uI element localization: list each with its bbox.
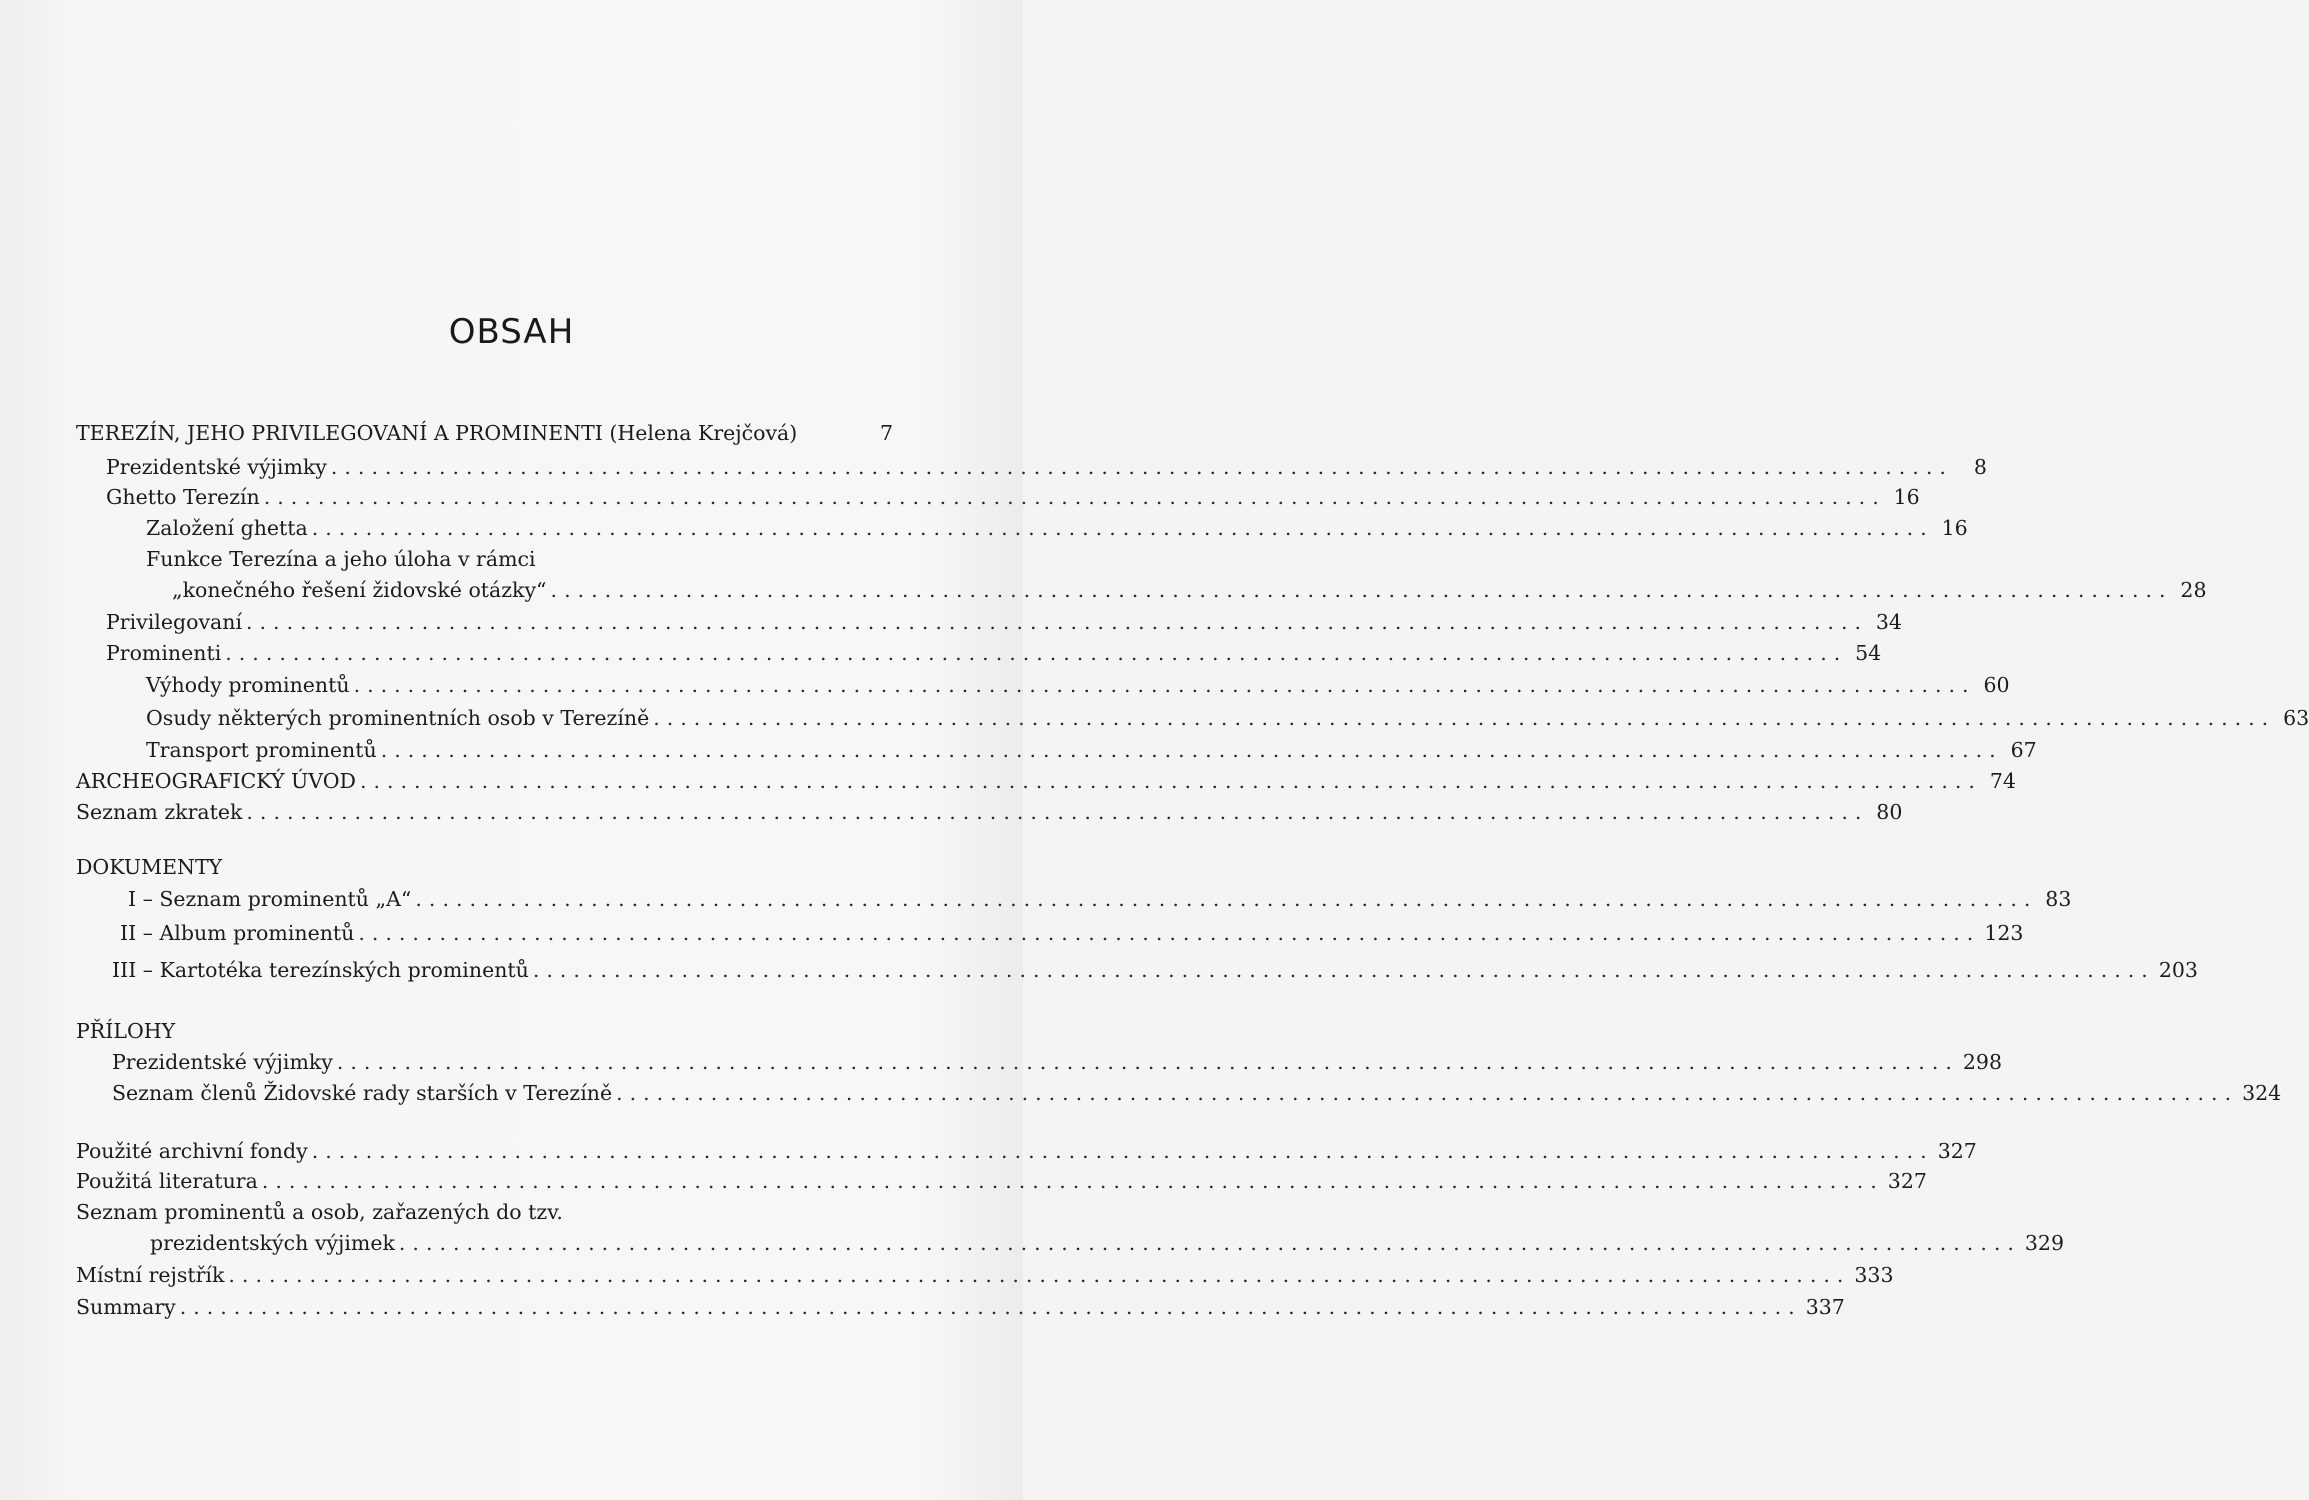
toc-leader-dots: ........................................................................................................................ bbox=[353, 673, 1976, 697]
toc-entry bbox=[76, 1260, 1894, 1290]
toc-entry bbox=[146, 544, 893, 574]
toc-entry-page: 16 bbox=[1941, 516, 1968, 540]
toc-entry bbox=[146, 703, 2309, 733]
toc-entry-page: 329 bbox=[2024, 1231, 2065, 1255]
toc-entry bbox=[106, 482, 1920, 512]
toc-entry-label: Výhody prominentů bbox=[146, 673, 350, 697]
toc-entry-label: III – Kartotéka terezínských prominentů bbox=[112, 958, 529, 982]
toc-entry-page: 54 bbox=[1855, 641, 1882, 665]
toc-leader-dots: ........................................................................................................................ bbox=[311, 516, 1934, 540]
toc-entry-label: Prominenti bbox=[106, 641, 222, 665]
toc-section-heading bbox=[76, 852, 893, 882]
toc-leader-dots: ........................................................................................................................ bbox=[415, 887, 2038, 911]
toc-entry-page: 337 bbox=[1805, 1295, 1845, 1319]
toc-entry-page: 123 bbox=[1984, 921, 2024, 945]
toc-entry-page: 8 bbox=[1973, 455, 1987, 479]
toc-entry-label: Založení ghetta bbox=[146, 516, 308, 540]
toc-leader-dots: ........................................................................................................................ bbox=[616, 1081, 2239, 1105]
toc-entry-page: 298 bbox=[1962, 1050, 2002, 1074]
toc-entry-label: Seznam zkratek bbox=[76, 800, 243, 824]
toc-entry-label: Summary bbox=[76, 1295, 176, 1319]
toc-entry-page: 327 bbox=[1887, 1169, 1927, 1193]
toc-entry-label: Prezidentské výjimky bbox=[112, 1050, 333, 1074]
toc-leader-dots: ........................................................................................................................ bbox=[225, 641, 1848, 665]
toc-entry bbox=[76, 1166, 1927, 1196]
toc-entry-page: 324 bbox=[2242, 1081, 2282, 1105]
toc-entry-label: PŘÍLOHY bbox=[76, 1019, 176, 1043]
toc-entry bbox=[76, 766, 2016, 796]
toc-entry-label: TEREZÍN, JEHO PRIVILEGOVANÍ A PROMINENTI (Helena Krejčová) bbox=[76, 421, 798, 445]
toc-entry-label: Privilegovaní bbox=[106, 610, 243, 634]
toc-entry-label: Prezidentské výjimky bbox=[106, 455, 327, 479]
toc-leader-dots: ........................................................................................................................ bbox=[398, 1231, 2021, 1255]
toc-entry-label: I – Seznam prominentů „A“ bbox=[128, 887, 412, 911]
toc-entry-page: 60 bbox=[1983, 673, 2010, 697]
toc-entry-page: 333 bbox=[1854, 1263, 1894, 1287]
toc-entry-label: Funkce Terezína a jeho úloha v rámci bbox=[146, 547, 536, 571]
toc-leader-dots: ........................................................................................................................ bbox=[311, 1139, 1934, 1163]
toc-entry-page: 327 bbox=[1937, 1139, 1977, 1163]
toc-entry bbox=[106, 638, 1882, 668]
toc-leader-dots: ........................................................................................................................ bbox=[179, 1295, 1802, 1319]
toc-entry bbox=[76, 797, 1903, 827]
toc-entry-page: 63 bbox=[2283, 706, 2309, 730]
toc-entry bbox=[112, 1078, 2282, 1108]
toc-entry-label: Osudy některých prominentních osob v Terezíně bbox=[146, 706, 650, 730]
toc-entry-label: II – Album prominentů bbox=[120, 921, 355, 945]
toc-leader-dots: ........................................................................................................................ bbox=[228, 1263, 1851, 1287]
toc-leader-dots: ........................................................................................................................ bbox=[532, 958, 2155, 982]
toc-entry-page: 83 bbox=[2045, 887, 2072, 911]
toc-entry-page: 34 bbox=[1875, 610, 1902, 634]
toc-entry bbox=[146, 670, 2010, 700]
toc-leader-dots: ........................................................................................................................ bbox=[359, 769, 1982, 793]
toc-entry bbox=[146, 735, 2037, 765]
toc-entry bbox=[76, 1292, 1845, 1322]
toc-entry bbox=[150, 1228, 2065, 1258]
toc-entry-label: Místní rejstřík bbox=[76, 1263, 225, 1287]
toc-leader-dots: ........................................................................................................................ bbox=[263, 485, 1886, 509]
toc-entry bbox=[112, 1047, 2002, 1077]
toc-entry-page: 80 bbox=[1876, 800, 1903, 824]
toc-entry-page: 28 bbox=[2180, 578, 2207, 602]
toc-entry bbox=[146, 513, 1968, 543]
page-title: OBSAH bbox=[448, 312, 575, 352]
toc-entry-label: Použité archivní fondy bbox=[76, 1139, 308, 1163]
toc-entry bbox=[106, 607, 1902, 637]
toc-entry-label: DOKUMENTY bbox=[76, 855, 223, 879]
toc-leader-dots: ........................................................................................................................ bbox=[336, 1050, 1959, 1074]
toc-entry bbox=[106, 452, 1987, 482]
toc-entry-page: 203 bbox=[2158, 958, 2198, 982]
toc-entry bbox=[112, 955, 2198, 985]
toc-entry-label: Použitá literatura bbox=[76, 1169, 258, 1193]
toc-entry-label: ARCHEOGRAFICKÝ ÚVOD bbox=[76, 769, 356, 793]
toc-leader-dots: ........................................................................................................................ bbox=[330, 455, 1953, 479]
toc-leader-dots: ........................................................................................................................ bbox=[246, 800, 1869, 824]
toc-entry bbox=[128, 884, 2072, 914]
toc-leader-dots: ........................................................................................................................ bbox=[261, 1169, 1884, 1193]
toc-leader-dots: ........................................................................................................................ bbox=[246, 610, 1868, 634]
toc-entry-label: Seznam prominentů a osob, zařazených do tzv. bbox=[76, 1200, 563, 1224]
toc-entry-page: 74 bbox=[1989, 769, 2016, 793]
toc-entry-page: 67 bbox=[2010, 738, 2037, 762]
toc-leader-dots: ........................................................................................................................ bbox=[358, 921, 1981, 945]
toc-entry-label: Seznam členů Židovské rady starších v Terezíně bbox=[112, 1081, 613, 1105]
toc-entry bbox=[172, 575, 2207, 605]
toc-entry-label: „konečného řešení židovské otázky“ bbox=[172, 578, 547, 602]
toc-leader-dots: ........................................................................................................................ bbox=[653, 706, 2276, 730]
toc-leader-dots: ........................................................................................................................ bbox=[550, 578, 2173, 602]
toc-entry bbox=[76, 1197, 893, 1227]
toc-section-heading bbox=[76, 1016, 893, 1046]
toc-entry-label: Transport prominentů bbox=[146, 738, 377, 762]
toc-entry bbox=[120, 918, 2024, 948]
toc-entry bbox=[76, 1136, 1977, 1166]
toc-entry-label: prezidentských výjimek bbox=[150, 1231, 395, 1255]
toc-entry bbox=[76, 418, 893, 448]
toc-entry-label: Ghetto Terezín bbox=[106, 485, 260, 509]
toc-leader-dots: ........................................................................................................................ bbox=[380, 738, 2003, 762]
toc-entry-page: 7 bbox=[879, 421, 893, 445]
toc-entry-page: 16 bbox=[1893, 485, 1920, 509]
